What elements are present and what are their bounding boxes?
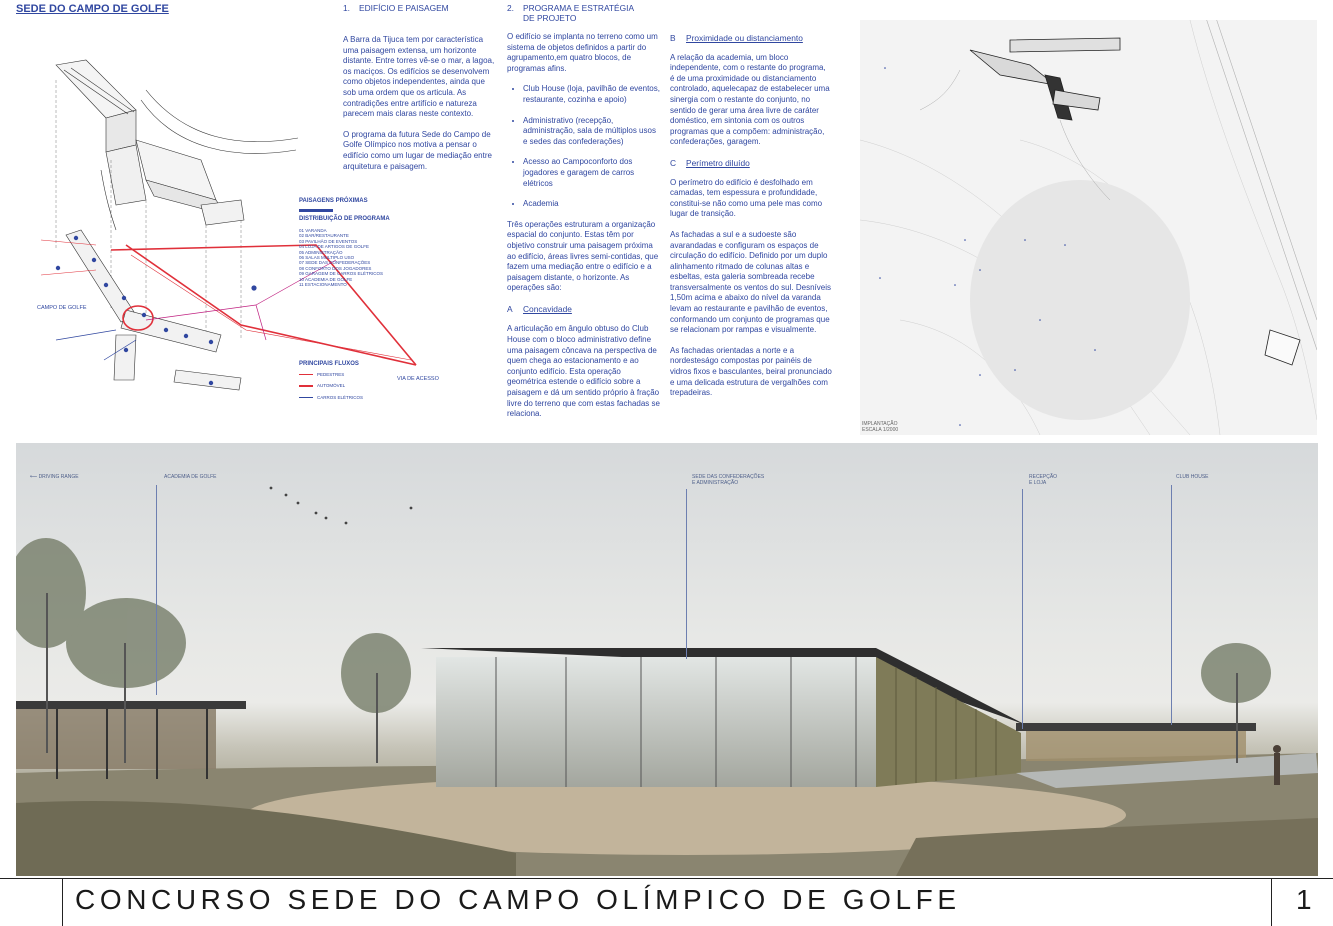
- double-arrow-icon: [299, 385, 313, 387]
- paragraph: As fachadas orientadas a norte e a nordesteságo compostas por painéis de vidros fixos e basculantes, beiral pronunciado e uma delicada estrutura de vergalhões com trepadeiras.: [670, 345, 832, 398]
- section-title: EDIFÍCIO E PAISAGEM: [359, 3, 449, 13]
- paragraph: O perímetro do edifício é desfolhado em camadas, tem espessura e profundidade, constitui-se não como uma pele mas como lugar de transição.: [670, 177, 823, 219]
- section-2-heading: [507, 3, 662, 23]
- program-item: 04 LOJA DE ARTIGOS DE GOLFE: [299, 244, 369, 250]
- perspective-render: [16, 443, 1318, 876]
- page-title: SEDE DO CAMPO DE GOLFE: [16, 3, 169, 15]
- paragraph: Três operações estruturam a organização espacial do conjunto. Estas têm por objetivo construir uma paisagem próxima ao edifício, áreas livres semi-contidas, que fazem uma mediação entre o edifício e a paisagem distante, o horizonte. As operações são:: [507, 219, 659, 293]
- sub-letter: B: [670, 33, 676, 43]
- flow-carros-eletricos: [299, 395, 399, 400]
- sede-line-1: SEDE DAS CONFEDERAÇÕES: [692, 474, 765, 480]
- section-number: 2.: [507, 3, 514, 13]
- driving-range-label: [30, 474, 79, 480]
- footer-divider-right: [1271, 878, 1272, 926]
- flow-pedestres: [299, 372, 399, 377]
- sede-line-2: E ADMINISTRAÇÃO: [692, 480, 739, 486]
- flow-label: CARROS ELÉTRICOS: [317, 394, 364, 400]
- section-title: PROGRAMA E ESTRATÉGIA DE PROJETO: [523, 3, 634, 23]
- program-item: 01 VARANDA: [299, 228, 327, 233]
- paragraph: As fachadas a sul e a sudoeste são avarandadas e configuram os espaços de circulação do edifício. Definido por um duplo alinhamento ritmado de colunas altas e esbeltas, esta galeria sombreada recebe transversalmente os ventos do sul. Desníveis 1,50m acima e abaixo do nível da varanda levam ao restaurante e pavilhão de eventos, conformando um conjunto de programas que se relacionam por rampas e visualmente.: [670, 229, 831, 335]
- academia-label: ACADEMIA DE GOLFE: [164, 474, 217, 480]
- sub-letter: A: [507, 303, 513, 314]
- recepcao-line-2: E LOJA: [1029, 480, 1047, 486]
- page-number: 1: [1296, 884, 1312, 915]
- paisagens-swatch: [299, 209, 333, 212]
- program-item: 03 PAVILHÃO DE EVENTOS: [299, 238, 358, 244]
- fluxos-title: PRINCIPAIS FLUXOS: [299, 361, 359, 367]
- program-item: 05 ADMINISTRAÇÃO: [299, 249, 343, 255]
- footer-divider-left: [62, 878, 63, 926]
- program-item: 07 SEDE DAS CONFEDERAÇÕES: [299, 260, 371, 266]
- recepcao-line-1: RECEPÇÃO: [1029, 474, 1058, 480]
- section-3: [670, 33, 832, 409]
- site-plan-drawing: [860, 20, 1317, 435]
- via-de-acesso-label: VIA DE ACESSO: [397, 376, 439, 382]
- flow-label: PEDESTRES: [317, 372, 345, 377]
- footer-rule: [0, 878, 1333, 879]
- sub-title: Proximidade ou distanciamento: [686, 33, 803, 43]
- program-list: [507, 84, 662, 209]
- campo-de-golfe-label: CAMPO DE GOLFE: [37, 305, 87, 311]
- clubhouse-pointer: [1171, 485, 1172, 725]
- section-number: 1.: [343, 3, 350, 13]
- academia-pointer: [156, 485, 157, 695]
- implantacao-title: IMPLANTAÇÃO: [862, 421, 898, 427]
- program-item: 09 GARAGEM DE CARROS ELÉTRICOS: [299, 271, 384, 277]
- implantacao-label: [862, 421, 898, 433]
- paragraph: O programa da futura Sede do Campo de Golfe Olímpico nos motiva a pensar o edifício como um lugar de mediação entre arquitetura e paisagem.: [343, 129, 492, 171]
- paisagens-title: PAISAGENS PRÓXIMAS: [299, 198, 368, 204]
- footer-title: CONCURSO SEDE DO CAMPO OLÍMPICO DE GOLFE: [75, 884, 961, 915]
- section-2: [507, 3, 662, 430]
- flow-label: AUTOMÓVEL: [317, 383, 346, 389]
- subheading-a: [507, 304, 662, 315]
- driving-range-text: DRIVING RANGE: [38, 474, 79, 480]
- paragraph: O edifício se implanta no terreno como um sistema de objetos definidos a partir do agrupamento,em quatro blocos, de programas afins.: [507, 32, 658, 73]
- paragraph: A Barra da Tijuca tem por característica uma paisagem extensa, um horizonte distante. Entre torres vê-se o mar, a lagoa, os maciços. Os edifícios se desenvolvem como objetos independentes, ainda que sob uma ordem que os articula. As contradições entre artifício e natureza parecem mais claras neste contexto.: [343, 35, 495, 119]
- sub-title: Perímetro diluído: [686, 157, 750, 168]
- section-1: [343, 3, 495, 182]
- section-1-heading: [343, 3, 495, 13]
- list-item: • Club House (loja, pavilhão de eventos, restaurante, cozinha e apoio): [523, 84, 662, 105]
- recepcao-pointer: [1022, 489, 1023, 729]
- diagram-legend: [299, 198, 399, 287]
- double-arrow-icon: [299, 397, 313, 398]
- program-item: 06 SALAS MULTIPLO USO: [299, 255, 355, 261]
- distribuicao-title: DISTRIBUIÇÃO DE PROGRAMA: [299, 216, 390, 222]
- recepcao-label: [1029, 474, 1057, 486]
- list-item: • Administrativo (recepção, administração, sala de múltiplos usos e sedes das confederações): [523, 116, 662, 148]
- render-drawing: [16, 443, 1318, 876]
- list-item: • Academia: [523, 199, 662, 210]
- program-item: 11 ESTACIONAMENTO: [299, 282, 347, 288]
- sede-pointer: [686, 489, 687, 659]
- program-item: 10 ACADEMIA DE GOLFE: [299, 276, 353, 282]
- implantacao-scale: ESCALA 1/2000: [862, 427, 899, 433]
- subheading-c: [670, 158, 832, 169]
- program-item: 02 BAR/RESTAURANTE: [299, 233, 349, 239]
- paragraph: A articulação em ângulo obtuso do Club House com o bloco administrativo define uma paisagem côncava na perspectiva de quem chega ao estacionamento e ao conjunto edifício. Esta operação geométrica estende o edifício sobre a paisagem e dá um sentido próprio à fração livre do terreno que com estas fachadas se relaciona.: [507, 324, 660, 419]
- paragraph: A relação da academia, um bloco independente, com o restante do programa, é de uma proximidade ou distanciamento controlado, aquelecapaz de estabelecer uma sinergia com o restante do conjunto, no sentido de gerar uma área livre de caráter doméstico, em sintonia com os outros programas que a compõem: administração, confederações, garagem.: [670, 52, 830, 147]
- program-item: 08 CONFORTO DOS JOGADORES: [299, 265, 372, 271]
- club-house-label: CLUB HOUSE: [1176, 474, 1209, 480]
- list-item: • Acesso ao Campoconforto dos jogadores e garagem de carros elétricos: [523, 157, 662, 189]
- arrow-left-icon: ⟵: [30, 474, 39, 480]
- subheading-b: [670, 33, 832, 44]
- flows-legend: [299, 361, 399, 400]
- flow-automovel: [299, 383, 399, 388]
- sub-letter: C: [670, 157, 677, 168]
- sub-title: Concavidade: [523, 303, 572, 314]
- sede-label: [692, 474, 764, 486]
- double-arrow-icon: [299, 374, 313, 375]
- site-plan: [860, 20, 1317, 435]
